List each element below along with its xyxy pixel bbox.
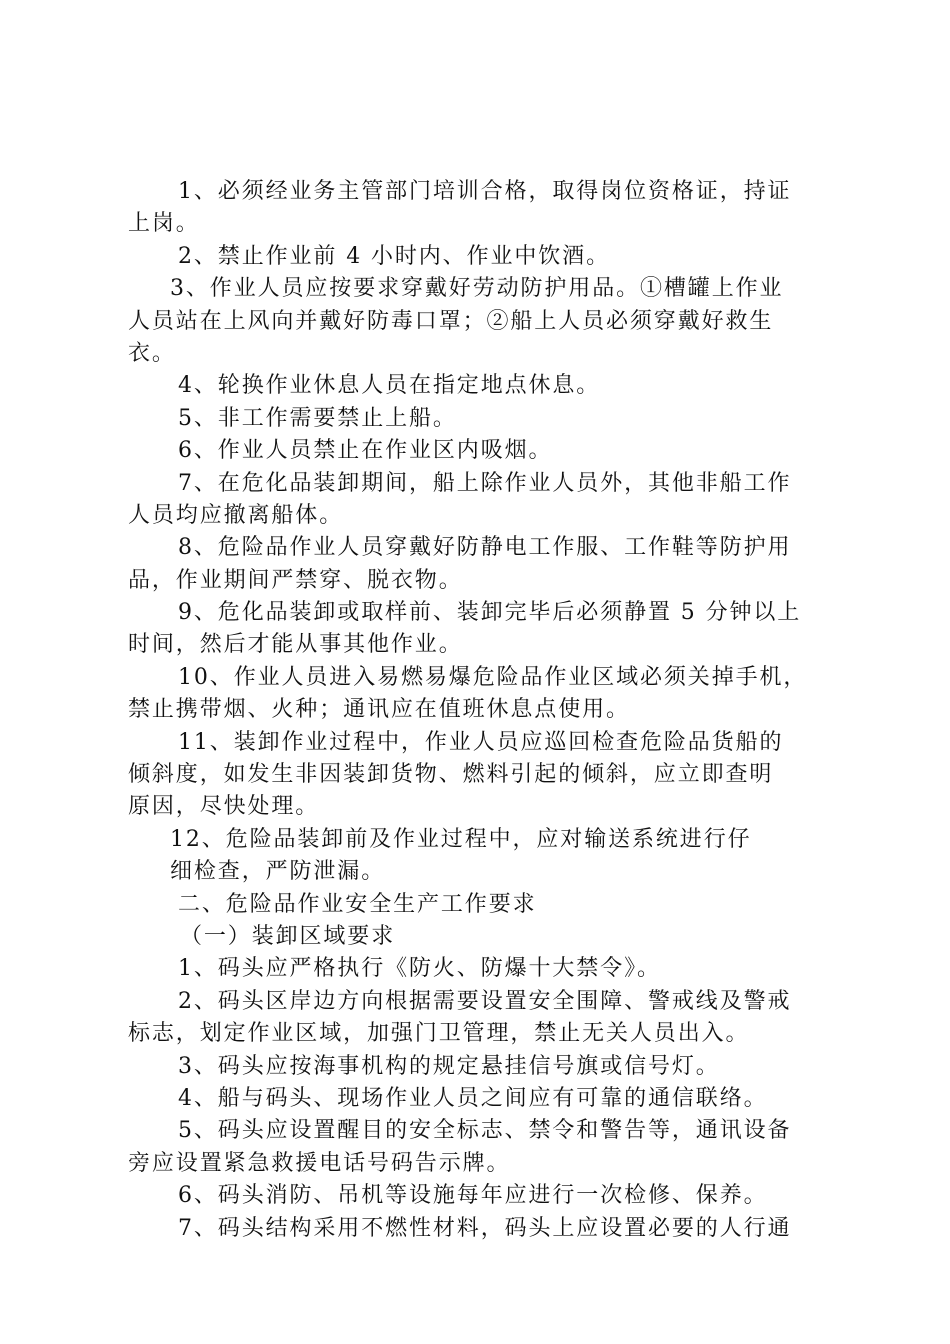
- paragraph-line: 12、危险品装卸前及作业过程中，应对输送系统进行仔: [170, 826, 752, 852]
- paragraph-line: 原因，尽快处理。: [128, 794, 320, 820]
- paragraph-line: 7、在危化品装卸期间，船上除作业人员外，其他非船工作: [178, 470, 792, 496]
- paragraph-line: 禁止携带烟、火种；通讯应在值班休息点使用。: [128, 697, 630, 723]
- paragraph-line: 6、码头消防、吊机等设施每年应进行一次检修、保养。: [178, 1183, 768, 1209]
- paragraph-line: 8、危险品作业人员穿戴好防静电工作服、工作鞋等防护用: [178, 535, 792, 561]
- paragraph-line: 3、作业人员应按要求穿戴好劳动防护用品。①槽罐上作业: [170, 276, 784, 302]
- paragraph-line: 人员站在上风向并戴好防毒口罩；②船上人员必须穿戴好救生: [128, 308, 774, 334]
- paragraph-line: 1、必须经业务主管部门培训合格，取得岗位资格证，持证: [178, 179, 792, 204]
- paragraph-line: 旁应设置紧急救援电话号码告示牌。: [128, 1150, 511, 1176]
- paragraph-line: 2、码头区岸边方向根据需要设置安全围障、警戒线及警戒: [178, 988, 792, 1014]
- paragraph-line: 人员均应撤离船体。: [128, 502, 344, 528]
- paragraph-line: 7、码头结构采用不燃性材料，码头上应设置必要的人行通: [178, 1215, 792, 1241]
- paragraph-line: 9、危化品装卸或取样前、装卸完毕后必须静置 5 分钟以上: [178, 600, 802, 626]
- paragraph-line: 4、轮换作业休息人员在指定地点休息。: [178, 373, 601, 399]
- paragraph-line: 时间，然后才能从事其他作业。: [128, 632, 463, 658]
- paragraph-line: 2、禁止作业前 4 小时内、作业中饮酒。: [178, 243, 610, 269]
- section-heading: 二、危险品作业安全生产工作要求: [178, 891, 537, 917]
- document-body: [128, 176, 834, 1245]
- paragraph-line: 倾斜度，如发生非因装卸货物、燃料引起的倾斜，应立即查明: [128, 762, 774, 788]
- paragraph-line: 标志，划定作业区域，加强门卫管理，禁止无关人员出入。: [128, 1021, 750, 1047]
- paragraph-line: 品，作业期间严禁穿、脱衣物。: [128, 567, 463, 593]
- paragraph-line: 11、装卸作业过程中，作业人员应巡回检查危险品货船的: [178, 729, 784, 755]
- paragraph-line: 3、码头应按海事机构的规定悬挂信号旗或信号灯。: [178, 1053, 720, 1079]
- paragraph-line: 上岗。: [128, 211, 200, 237]
- paragraph-line: 10、作业人员进入易燃易爆危险品作业区域必须关掉手机，: [178, 664, 808, 690]
- subsection-heading: （一）装卸区域要求: [180, 923, 396, 949]
- paragraph-line: 衣。: [128, 340, 176, 366]
- paragraph-line: 4、船与码头、现场作业人员之间应有可靠的通信联络。: [178, 1085, 768, 1111]
- paragraph-line: 6、作业人员禁止在作业区内吸烟。: [178, 438, 553, 464]
- paragraph-line: 5、非工作需要禁止上船。: [178, 405, 457, 431]
- paragraph-line: 细检查，严防泄漏。: [170, 859, 386, 885]
- paragraph-line: 5、码头应设置醒目的安全标志、禁令和警告等，通讯设备: [178, 1118, 792, 1144]
- paragraph-line: 1、码头应严格执行《防火、防爆十大禁令》。: [178, 956, 661, 982]
